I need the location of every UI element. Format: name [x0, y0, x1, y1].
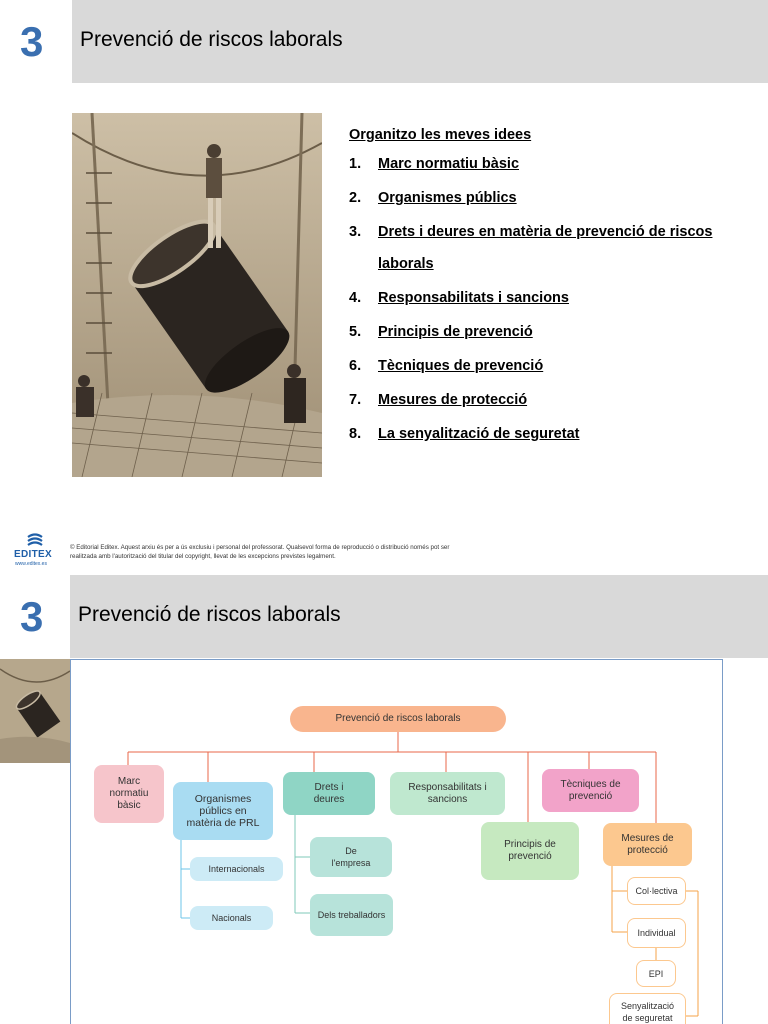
unit-number: 3 — [20, 593, 44, 640]
node-mesures[interactable]: Mesures de protecció — [603, 823, 692, 866]
toc-item[interactable] — [349, 148, 749, 180]
toc-item-number: 6. — [349, 358, 362, 374]
toc-item-number: 4. — [349, 290, 362, 306]
toc-item-number: 7. — [349, 392, 362, 408]
node-tecniques[interactable]: Tècniques de prevenció — [542, 769, 639, 812]
node-collectiva[interactable]: Col·lectiva — [627, 877, 686, 905]
toc-item-link[interactable]: Principis de prevenció — [378, 324, 533, 340]
node-internacionals[interactable]: Internacionals — [190, 857, 283, 881]
toc-item-number: 8. — [349, 426, 362, 442]
toc-item-link[interactable]: Mesures de protecció — [378, 392, 528, 408]
node-responsabilitats[interactable]: Responsabilitats i sancions — [390, 772, 505, 815]
toc-item[interactable] — [349, 350, 749, 382]
vintage-photo — [72, 113, 322, 477]
editex-logo-icon — [26, 533, 44, 549]
toc-heading[interactable]: Organitzo les meves idees — [349, 127, 532, 143]
brand-url[interactable]: www.editex.es — [15, 561, 47, 567]
slide-title: Prevenció de riscos laborals — [78, 603, 341, 626]
toc-item[interactable] — [349, 216, 749, 280]
toc-item[interactable] — [349, 182, 749, 214]
toc-item-link[interactable]: Organismes públics — [378, 190, 517, 206]
node-marc-normatiu[interactable]: Marc normatiu bàsic — [94, 765, 164, 823]
toc-item[interactable] — [349, 418, 749, 450]
node-dels-treballadors[interactable]: Dels treballadors — [310, 894, 393, 936]
editex-logo — [14, 533, 58, 569]
copyright-notice: © Editorial Editex. Aquest arxiu és per a ús exclusiu i personal del professorat. Qualsevol forma de reproducció o distribució només pot ser realitzada amb l'autorització del titular del copyright, llevat de les excepcions previstes legalment. — [70, 544, 450, 560]
toc-item-link[interactable]: Marc normatiu bàsic — [378, 156, 520, 172]
toc-item[interactable] — [349, 316, 749, 348]
node-senyalitzacio[interactable]: Senyalització de seguretat — [609, 993, 686, 1024]
node-principis[interactable]: Principis de prevenció — [481, 822, 579, 880]
node-de-lempresa[interactable]: De l'empresa — [310, 837, 392, 877]
node-prevencio-riscos[interactable]: Prevenció de riscos laborals — [290, 706, 506, 732]
node-epi[interactable]: EPI — [636, 960, 676, 987]
toc-item-link[interactable]: Responsabilitats i sancions — [378, 290, 569, 306]
node-individual[interactable]: Individual — [627, 918, 686, 948]
unit-number: 3 — [20, 18, 44, 65]
toc-item[interactable] — [349, 282, 749, 314]
toc-item-link[interactable]: Tècniques de prevenció — [378, 358, 544, 374]
brand-name: EDITEX — [14, 549, 52, 560]
slide-title: Prevenció de riscos laborals — [80, 28, 343, 51]
node-organismes-publics[interactable]: Organismes públics en matèria de PRL — [173, 782, 273, 840]
toc-item-number: 2. — [349, 190, 362, 206]
toc-item-link[interactable]: Drets i deures en matèria de prevenció de riscos laborals — [378, 224, 713, 272]
slide-2 — [0, 575, 768, 1024]
toc-item-link[interactable]: La senyalització de seguretat — [378, 426, 580, 442]
toc-item[interactable] — [349, 384, 749, 416]
toc-item-number: 1. — [349, 156, 362, 172]
header-bar — [72, 0, 768, 83]
node-drets-deures[interactable]: Drets i deures — [283, 772, 375, 815]
toc-item-number: 5. — [349, 324, 362, 340]
table-of-contents — [349, 124, 749, 450]
toc-item-number: 3. — [349, 224, 362, 240]
node-nacionals[interactable]: Nacionals — [190, 906, 273, 930]
